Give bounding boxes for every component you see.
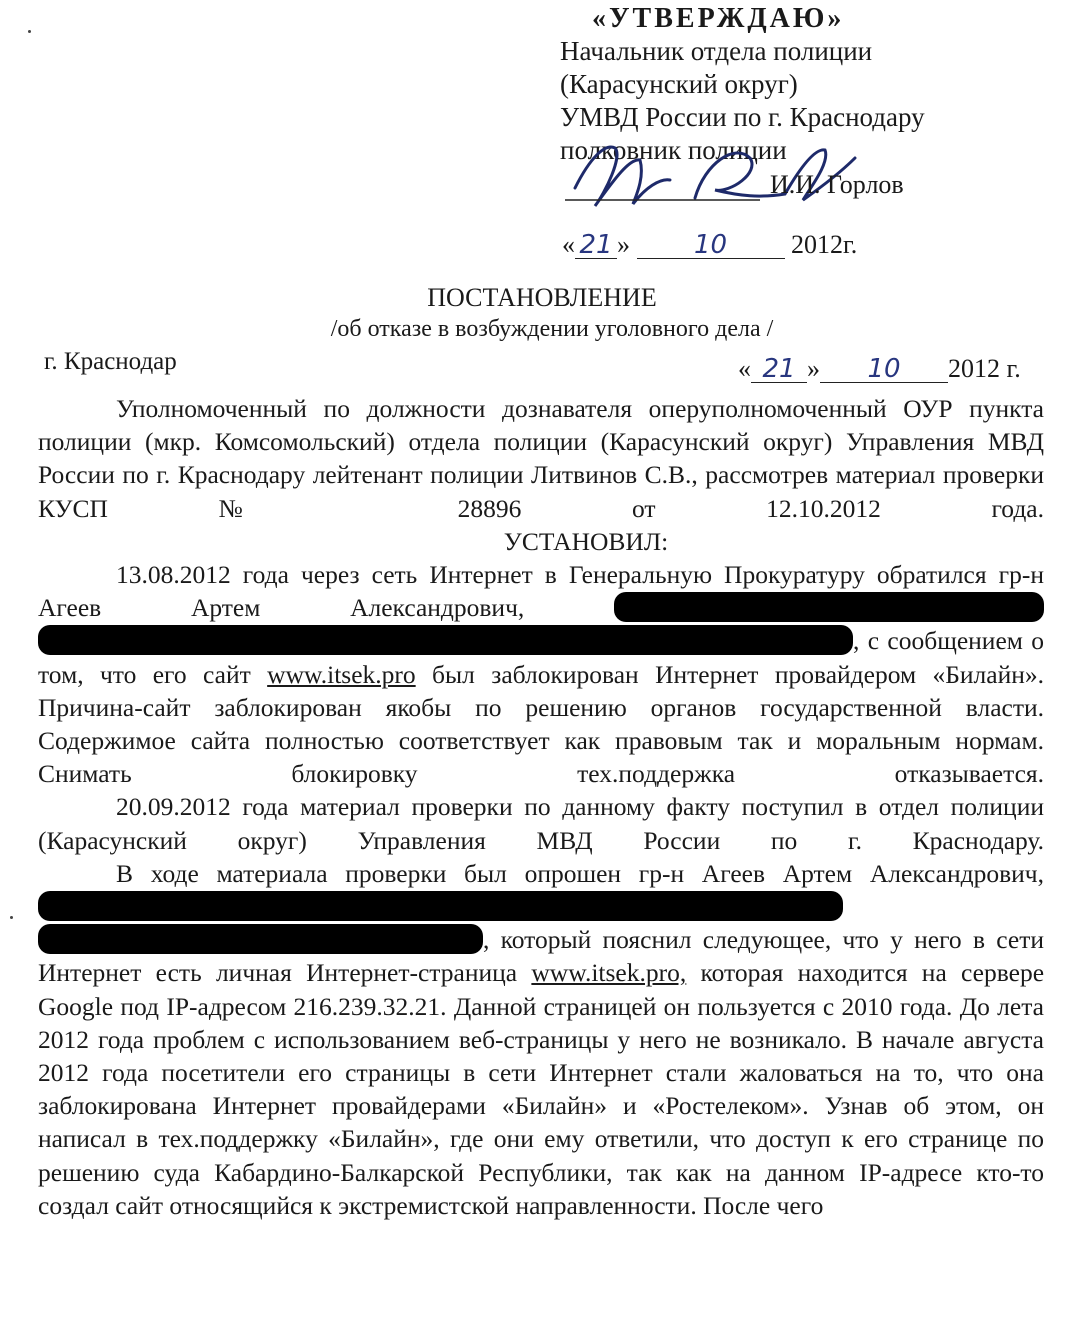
approval-line: Начальник отдела полиции — [560, 36, 873, 66]
date-quote-open: « — [738, 354, 751, 383]
paragraph-1-text: был заблокирован Интернет провайдером «Билайн». Причина-сайт заблокирован якобы по решению органов государственной власти. Содержимое сайта полностью соответствует как правовым так и моральным нормам. Снимать блокировку тех.поддержка отказывается. — [38, 659, 1044, 789]
document-date-day: 21 — [751, 356, 807, 383]
section-heading: УСТАНОВИЛ: — [503, 526, 669, 556]
redaction-block — [614, 592, 1044, 622]
approval-stamp-title: «УТВЕРЖДАЮ» — [592, 3, 845, 34]
site-link[interactable]: www.itsek.pro — [267, 659, 416, 689]
date-quote-close: » — [807, 354, 820, 383]
approval-line: (Карасунский округ) — [560, 69, 798, 99]
document-subtitle: /об отказе в возбуждении уголовного дела / — [330, 316, 774, 342]
paragraph-1-text: 13.08.2012 года через сеть Интернет в Генеральную Прокуратуру обратился гр-н Агеев Артем Александрович, — [38, 560, 1044, 623]
paragraph-3-text: В ходе материала проверки был опрошен гр-н Агеев Артем Александрович, — [116, 858, 1044, 888]
approval-date — [562, 230, 857, 260]
redaction-block — [38, 625, 853, 655]
date-quote-open: « — [562, 230, 575, 259]
document-city: г. Краснодар — [44, 348, 177, 375]
redaction-block — [38, 924, 483, 954]
approval-date-month: 10 — [637, 232, 785, 259]
approval-date-year: 2012г. — [791, 230, 858, 259]
paragraph-3-text: , который пояснил следующее, что у него в сети Интернет есть личная Интернет-страница — [38, 925, 1044, 988]
document-date-year: 2012 г. — [948, 354, 1021, 383]
paragraph-2 — [38, 790, 1044, 856]
paragraph-3-text: которая находится на сервере Google под IP-адресом 216.239.32.21. Данной страницей он пользуется с 2010 года. До лета 2012 года проблем с использованием веб-страницы у него не возникало. В начале августа 2012 года посетители его страницы в сети Интернет стали жаловаться на то, что она заблокирована Интернет провайдерами «Билайн» и «Ростелеком». Узнав об этом, он написал в тех.поддержку «Билайн», где они ему ответили, что доступ к его странице по решению суда Кабардино-Балкарской Республики, так как на данном IP-адресе кто-то создал сайт относящийся к экстремистской направленности. После чего — [38, 958, 1045, 1220]
approval-line: полковник полиции — [560, 135, 787, 165]
scan-speck — [10, 916, 13, 919]
intro-text: Уполномоченный по должности дознавателя оперуполномоченный ОУР пункта полиции (мкр. Комсомольский) отдела полиции (Карасунский округ) Управления МВД России по г. Краснодару лейтенант полиции Литвинов С.В., рассмотрев материал проверки КУСП № 28896 от 12.10.2012 года. — [38, 394, 1044, 523]
document-title: ПОСТАНОВЛЕНИЕ — [427, 283, 657, 312]
document-date-month: 10 — [820, 356, 948, 383]
signer-name: И.И. Горлов — [770, 170, 904, 199]
site-link[interactable]: www.itsek.pro, — [531, 958, 687, 988]
approval-line: УМВД России по г. Краснодару — [560, 102, 925, 132]
redaction-block — [38, 891, 843, 921]
intro-paragraph — [38, 392, 1044, 525]
scan-speck — [28, 30, 31, 33]
approval-date-day: 21 — [575, 232, 617, 259]
paragraph-1-text: , с сообщением о том, что его сайт — [38, 626, 1044, 689]
date-quote-close: » — [617, 230, 630, 259]
document-body — [38, 392, 1044, 1222]
paragraph-1 — [38, 558, 1044, 790]
paragraph-3 — [38, 857, 1044, 1222]
document-date — [738, 354, 1021, 384]
paragraph-2-text: 20.09.2012 года материал проверки по данному факту поступил в отдел полиции (Карасунский округ) Управления МВД России по г. Краснодару. — [38, 792, 1044, 855]
